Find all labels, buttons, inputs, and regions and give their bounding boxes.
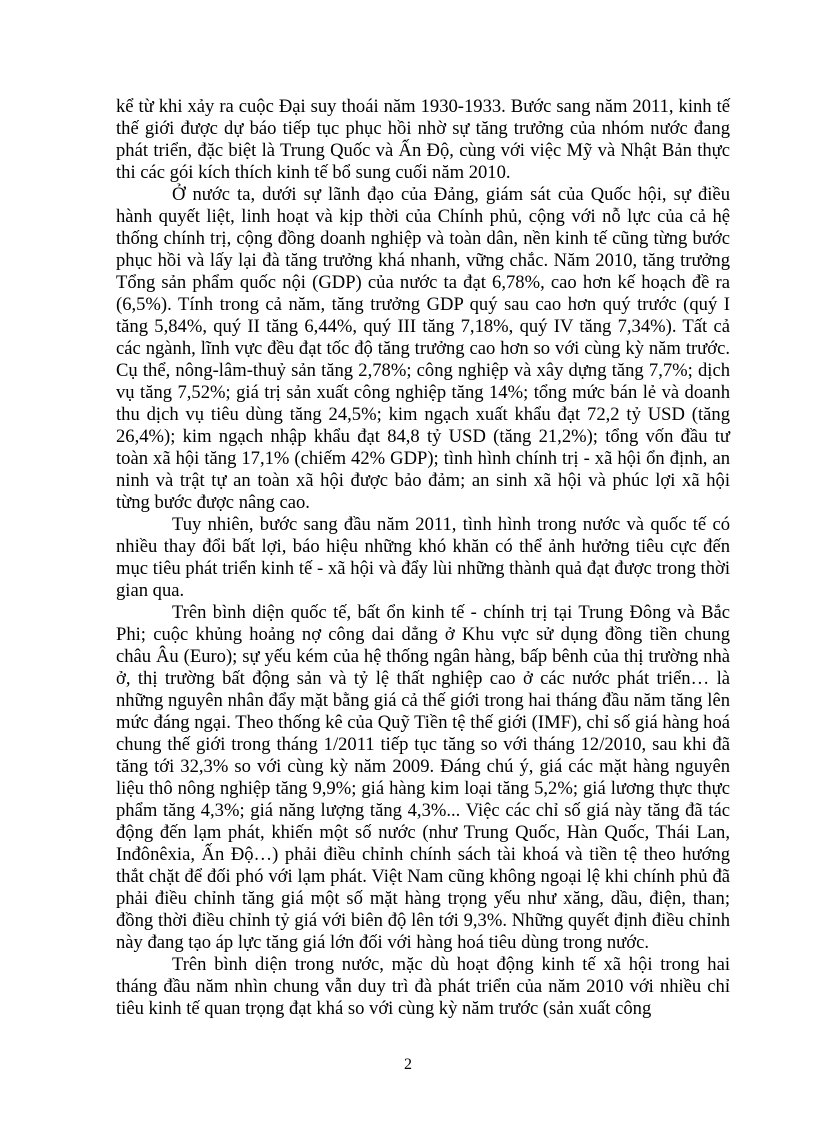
paragraph-domestic: Trên bình diện trong nước, mặc dù hoạt động kinh tế xã hội trong hai tháng đầu năm nhìn chung vẫn duy trì đà phát triển của năm 2010 với nhiều chỉ tiêu kinh tế quan trọng đạt khá so với cùng kỳ năm trước (sản xuất công — [116, 954, 730, 1019]
page-number: 2 — [404, 1056, 412, 1073]
paragraph-international: Trên bình diện quốc tế, bất ổn kinh tế - chính trị tại Trung Đông và Bắc Phi; cuộc khủng hoảng nợ công dai dẳng ở Khu vực sử dụng đồng tiền chung châu Âu (Euro); sự yếu kém của hệ thống ngân hàng, bấp bênh của thị trường nhà ở, thị trường bất động sản và tỷ lệ thất nghiệp cao ở các nước phát triển… là những nguyên nhân đẩy mặt bằng giá cả thế giới trong hai tháng đầu năm tăng lên mức đáng ngại. Theo thống kê của Quỹ Tiền tệ thế giới (IMF), chỉ số giá hàng hoá chung thế giới trong tháng 1/2011 tiếp tục tăng so với tháng 12/2010, sau khi đã tăng tới 32,3% so với cùng kỳ năm 2009. Đáng chú ý, giá các mặt hàng nguyên liệu thô nông nghiệp tăng 9,9%; giá hàng kim loại tăng 5,2%; giá lương thực thực phẩm tăng 4,3%; giá năng lượng tăng 4,3%... Việc các chỉ số giá này tăng đã tác động đến lạm phát, khiến một số nước (như Trung Quốc, Hàn Quốc, Thái Lan, Inđônêxia, Ấn Độ…) phải điều chỉnh chính sách tài khoá và tiền tệ theo hướng thắt chặt để đối phó với lạm phát. Việt Nam cũng không ngoại lệ khi chính phủ đã phải điều chỉnh tăng giá một số mặt hàng trọng yếu như xăng, dầu, điện, than; đồng thời điều chỉnh tỷ giá với biên độ lên tới 9,3%. Những quyết định điều chỉnh này đang tạo áp lực tăng giá lớn đối với hàng hoá tiêu dùng trong nước. — [116, 602, 730, 953]
body-text — [116, 96, 730, 1020]
paragraph-domestic-growth: Ở nước ta, dưới sự lãnh đạo của Đảng, giám sát của Quốc hội, sự điều hành quyết liệt, linh hoạt và kịp thời của Chính phủ, cộng với nỗ lực của cả hệ thống chính trị, cộng đồng doanh nghiệp và toàn dân, nền kinh tế cũng từng bước phục hồi và lấy lại đà tăng trưởng khá nhanh, vững chắc. Năm 2010, tăng trưởng Tổng sản phẩm quốc nội (GDP) của nước ta đạt 6,78%, cao hơn kế hoạch đề ra (6,5%). Tính trong cả năm, tăng trưởng GDP quý sau cao hơn quý trước (quý I tăng 5,84%, quý II tăng 6,44%, quý III tăng 7,18%, quý IV tăng 7,34%). Tất cả các ngành, lĩnh vực đều đạt tốc độ tăng trưởng cao hơn so với cùng kỳ năm trước. Cụ thể, nông-lâm-thuỷ sản tăng 2,78%; công nghiệp và xây dựng tăng 7,7%; dịch vụ tăng 7,52%; giá trị sản xuất công nghiệp tăng 14%; tổng mức bán lẻ và doanh thu dịch vụ tiêu dùng tăng 24,5%; kim ngạch xuất khẩu đạt 72,2 tỷ USD (tăng 26,4%); kim ngạch nhập khẩu đạt 84,8 tỷ USD (tăng 21,2%); tổng vốn đầu tư toàn xã hội tăng 17,1% (chiếm 42% GDP); tình hình chính trị - xã hội ổn định, an ninh và trật tự an toàn xã hội được bảo đảm; an sinh xã hội và phúc lợi xã hội từng bước được nâng cao. — [116, 184, 730, 513]
paragraph-continuation: kể từ khi xảy ra cuộc Đại suy thoái năm 1930-1933. Bước sang năm 2011, kinh tế thế giới được dự báo tiếp tục phục hồi nhờ sự tăng trưởng của nhóm nước đang phát triển, đặc biệt là Trung Quốc và Ấn Độ, cùng với việc Mỹ và Nhật Bản thực thi các gói kích thích kinh tế bổ sung cuối năm 2010. — [116, 96, 730, 183]
paragraph-early-2011: Tuy nhiên, bước sang đầu năm 2011, tình hình trong nước và quốc tế có nhiều thay đổi bất lợi, báo hiệu những khó khăn có thể ảnh hưởng tiêu cực đến mục tiêu phát triển kinh tế - xã hội và đẩy lùi những thành quả đạt được trong thời gian qua. — [116, 514, 730, 601]
